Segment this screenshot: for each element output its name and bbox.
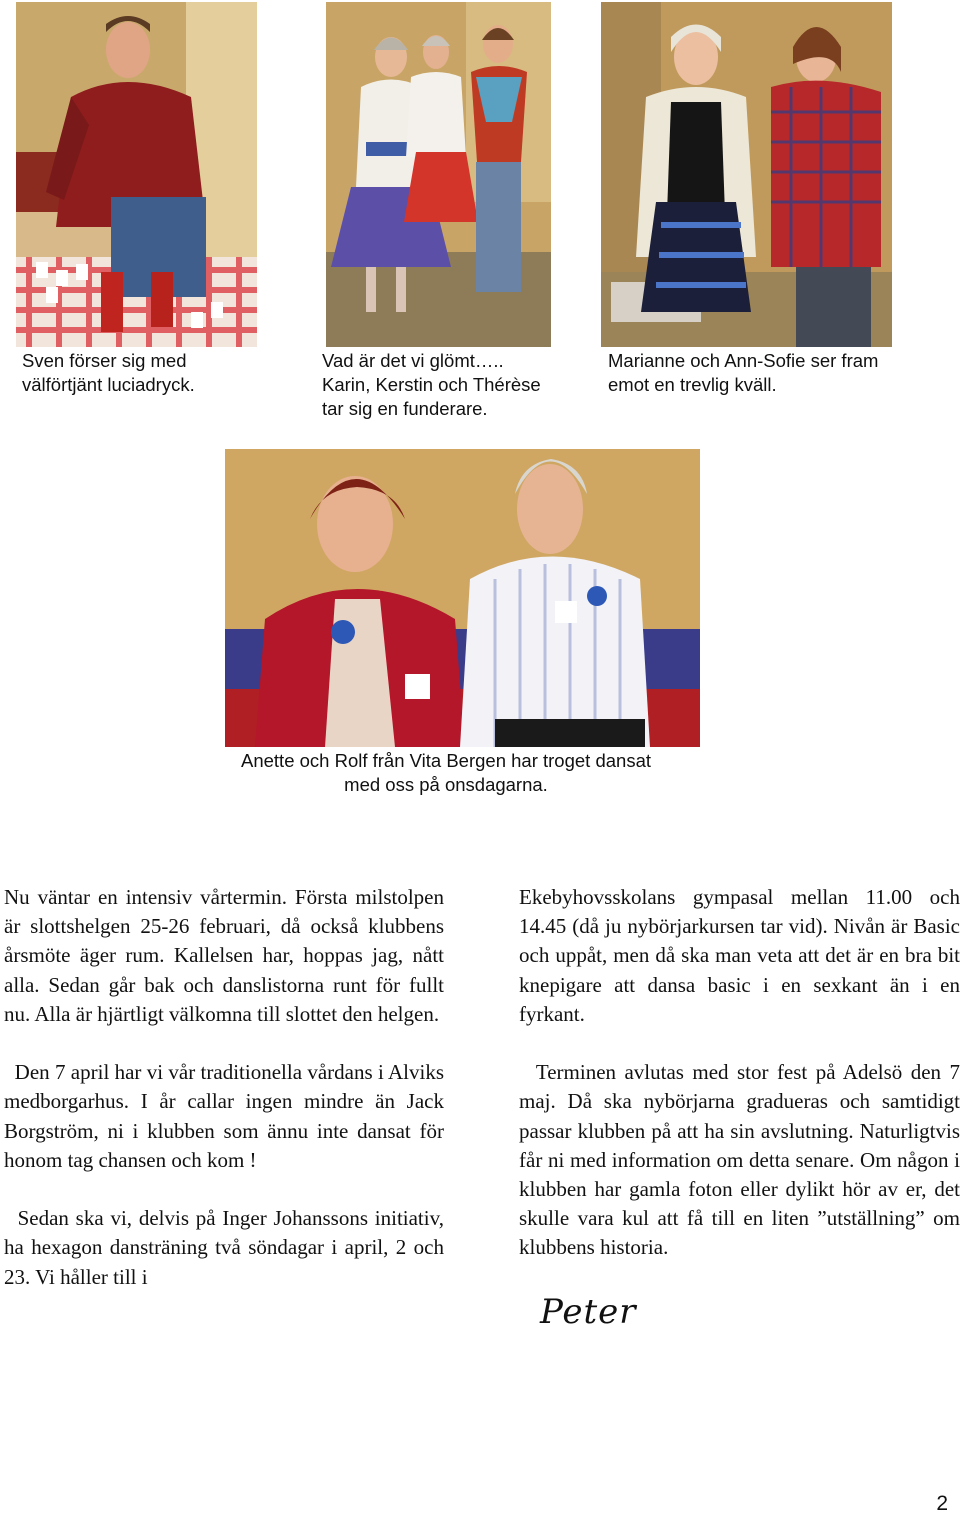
- caption-line: Anette och Rolf från Vita Bergen har troget dansat: [241, 750, 651, 771]
- caption-line: Sven förser sig med: [22, 350, 187, 371]
- caption-photo-2: [322, 349, 541, 421]
- paragraph: Sedan ska vi, delvis på Inger Johanssons initiativ, ha hexagon dansträning två söndagar i april, 2 och 23. Vi håller till i: [4, 1206, 444, 1289]
- photo-couple-with-cups-icon: [225, 449, 700, 747]
- paragraph: Ekebyhovsskolans gympasal mellan 11.00 och 14.45 (då ju nybörjarkursen tar vid). Nivån är Basic och uppåt, men då ska man veta att det är en bra bit knepigare att dansa basic i en sexkant än i en fyrkant.: [519, 885, 960, 1026]
- photo-karin-kerstin-therese: [326, 2, 551, 347]
- photo-marianne-ann-sofie: [601, 2, 892, 347]
- caption-line: tar sig en funderare.: [322, 398, 488, 419]
- signature: Peter: [540, 1292, 637, 1332]
- photo-man-serving-drinks-icon: [16, 2, 257, 347]
- caption-line: emot en trevlig kväll.: [608, 374, 777, 395]
- caption-line: Karin, Kerstin och Thérèse: [322, 374, 541, 395]
- photo-anette-rolf: [225, 449, 700, 747]
- caption-line: välförtjänt luciadryck.: [22, 374, 195, 395]
- caption-line: Marianne och Ann-Sofie ser fram: [608, 350, 879, 371]
- caption-photo-3: [608, 349, 878, 397]
- photo-sven: [16, 2, 257, 347]
- caption-photo-1: [22, 349, 195, 397]
- paragraph: Terminen avlutas med stor fest på Adelsö den 7 maj. Då ska nybörjarna gradueras och samtidigt passar klubben på att ha sin avslutning. Naturligtvis får ni med information om detta senare. Om någon i klubben har gamla foton eller dylikt hör av er, det skulle vara kul att få till en liten ”utställning” om klubbens historia.: [519, 1060, 960, 1260]
- paragraph: Nu väntar en intensiv vårtermin. Första milstolpen är slottshelgen 25-26 februari, då också klubbens årsmöte äger rum. Kallelsen har, hoppas jag, nått alla. Sedan går bak och danslistorna runt för fullt nu. Alla är hjärtligt välkomna till slottet den helgen.: [4, 885, 444, 1026]
- photo-three-women-icon: [326, 2, 551, 347]
- caption-line: Vad är det vi glömt…..: [322, 350, 504, 371]
- caption-photo-4: [231, 749, 661, 797]
- caption-line: med oss på onsdagarna.: [344, 774, 548, 795]
- article-right-column: [519, 883, 960, 1263]
- article-left-column: [4, 883, 444, 1292]
- page-number: 2: [936, 1492, 948, 1515]
- paragraph: Den 7 april har vi vår traditionella vårdans i Alviks medborgarhus. I år callar ingen mindre än Jack Borgström, ni i klubben som ännu inte dansat för honom tag chansen och kom !: [4, 1060, 444, 1172]
- photo-two-women-icon: [601, 2, 892, 347]
